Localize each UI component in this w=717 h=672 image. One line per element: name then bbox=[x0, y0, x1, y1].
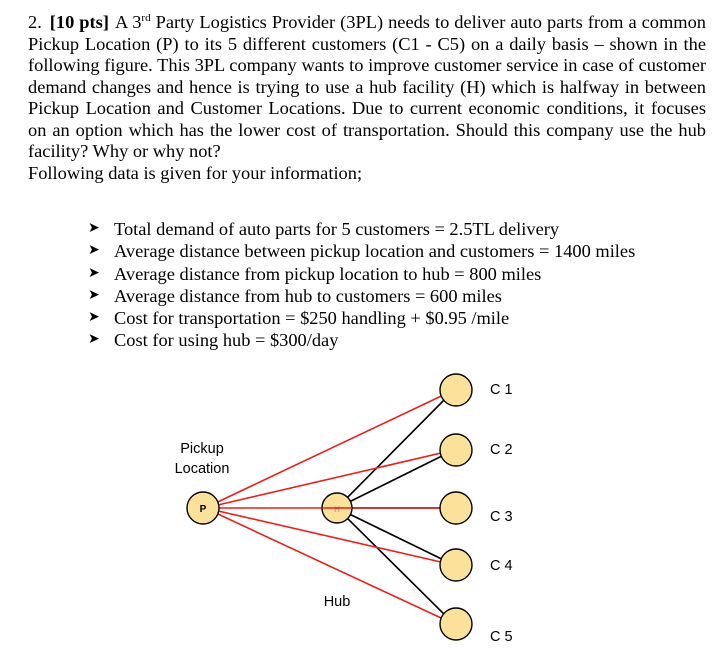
arrow-bullet-icon: ➤ bbox=[88, 332, 100, 348]
arrow-bullet-icon: ➤ bbox=[88, 287, 100, 303]
question-body-start: A 3 bbox=[114, 12, 142, 33]
question-number: 2. bbox=[28, 12, 42, 33]
arrow-bullet-icon: ➤ bbox=[88, 243, 100, 259]
arrow-bullet-icon: ➤ bbox=[88, 310, 100, 326]
hub-route-c5 bbox=[337, 508, 454, 624]
hub-label: Hub bbox=[323, 594, 351, 610]
ordinal-superscript: rd bbox=[141, 12, 151, 24]
hub-route-c4 bbox=[337, 508, 454, 565]
question-points: [10 pts] bbox=[49, 12, 109, 33]
customer-node-c1 bbox=[440, 374, 472, 406]
hub-node-label: H bbox=[334, 505, 340, 514]
list-item-text: Average distance between pickup location and customers = 1400 miles bbox=[114, 241, 636, 262]
customer-node-c5 bbox=[440, 608, 472, 640]
list-item-text: Total demand of auto parts for 5 customers = 2.5TL delivery bbox=[114, 219, 560, 239]
hub-routes bbox=[337, 390, 454, 624]
customer-label-c5: C 5 bbox=[490, 629, 513, 645]
customer-node-c2 bbox=[440, 434, 472, 466]
arrow-bullet-icon: ➤ bbox=[88, 221, 100, 236]
customer-label-c4: C 4 bbox=[490, 558, 513, 574]
customer-label-c3: C 3 bbox=[490, 509, 513, 525]
hub-route-c2 bbox=[337, 450, 454, 508]
question-intro: Following data is given for your information; bbox=[28, 162, 363, 183]
pickup-node-label: P bbox=[199, 504, 207, 515]
pickup-label-line2: Location bbox=[174, 461, 230, 477]
pickup-label-line1: Pickup bbox=[180, 441, 224, 457]
list-item-text: Cost for using hub = $300/day bbox=[114, 330, 339, 351]
customer-label-c1: C 1 bbox=[490, 382, 513, 398]
customer-node-c4 bbox=[440, 549, 472, 581]
list-item-text: Average distance from hub to customers = 600 miles bbox=[114, 285, 502, 306]
list-item-text: Cost for transportation = $250 handling + $0.95 /mile bbox=[114, 308, 510, 329]
question-body: Party Logistics Provider (3PL) needs to deliver auto parts from a common Pickup Location (P) to its 5 different customers (C1 - C5) on a daily basis – shown in the following figure. This 3PL company wants to improve customer service in case of customer demand changes and hence is trying to use a hub facility (H) which is halfway in between Pickup Location and Customer Locations. Due to current economic conditions, it focuses on an option which has the lower cost of transportation. Should this company use the hub facility? Why or why not? bbox=[28, 12, 706, 162]
customer-label-c2: C 2 bbox=[490, 442, 513, 458]
customer-node-c3 bbox=[440, 492, 472, 524]
arrow-bullet-icon: ➤ bbox=[88, 265, 100, 281]
hub-route-c1 bbox=[337, 390, 454, 508]
direct-route-c1 bbox=[205, 390, 454, 508]
list-item-text: Average distance from pickup location to hub = 800 miles bbox=[114, 263, 542, 284]
